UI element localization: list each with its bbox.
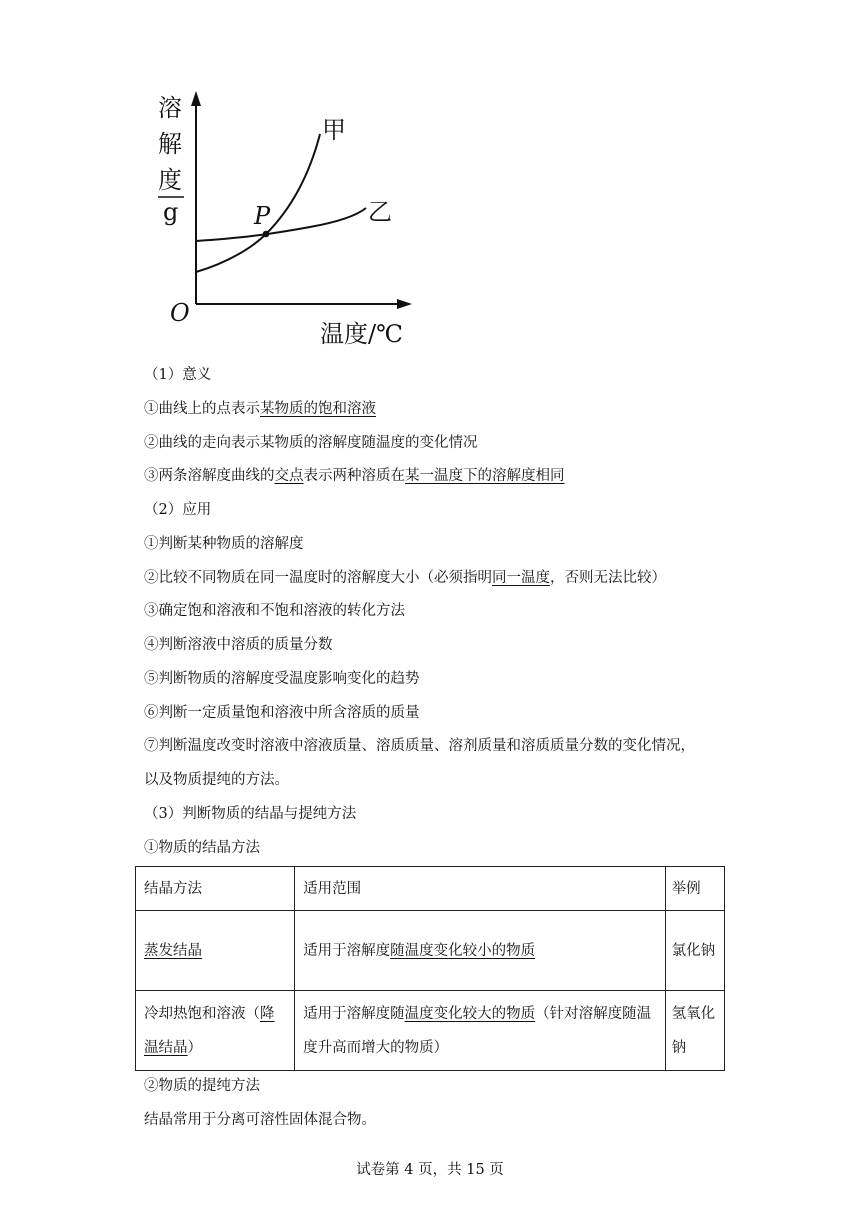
application-item-1: ①判断某种物质的溶解度 <box>144 536 304 552</box>
application-item-3: ③确定饱和溶液和不饱和溶液的转化方法 <box>144 603 405 619</box>
table-header-example: 举例 <box>665 867 724 911</box>
table-row-2-method <box>136 991 295 1071</box>
meaning-item-3-text-c: 表示两种溶质在 <box>303 468 405 484</box>
table-row <box>136 991 725 1071</box>
table-row-2-method-text-c: ） <box>187 1039 202 1056</box>
meaning-item-2: ②曲线的走向表示某物质的溶解度随温度的变化情况 <box>144 435 478 451</box>
crystallization-methods-heading: ①物质的结晶方法 <box>144 840 260 856</box>
table-header-method: 结晶方法 <box>136 867 295 911</box>
purification-note: 结晶常用于分离可溶性固体混合物。 <box>144 1112 376 1128</box>
table-row-1-method <box>136 911 295 991</box>
application-item-7-line-2: 以及物质提纯的方法。 <box>144 772 289 788</box>
table-row <box>136 911 725 991</box>
table-row-2-method-text-a: 冷却热饱和溶液（ <box>144 1005 260 1022</box>
table-row-2-example: 氢氧化钠 <box>665 991 724 1071</box>
meaning-item-3-underlined-d: 某一温度下的溶解度相同 <box>405 468 565 484</box>
meaning-item-3-text-a: ③两条溶解度曲线的 <box>144 468 275 484</box>
application-item-5: ⑤判断物质的溶解度受温度影响变化的趋势 <box>144 671 420 687</box>
purification-methods-heading: ②物质的提纯方法 <box>144 1078 260 1094</box>
meaning-item-1 <box>144 399 376 419</box>
table-row-2-scope-text-c: （针对溶解度随温度升高而增大的物质） <box>303 1005 652 1056</box>
table-row-2-scope <box>295 991 666 1071</box>
meaning-item-3-underlined-b: 交点 <box>274 468 304 484</box>
x-axis-arrow <box>397 299 412 309</box>
y-axis-label-char-1: 溶 <box>158 94 182 122</box>
y-axis-label-char-3: 度 <box>158 166 182 194</box>
table-row-1-example: 氯化钠 <box>665 911 724 991</box>
curve-jia-label: 甲 <box>322 116 346 144</box>
curve-yi-label: 乙 <box>368 198 392 226</box>
y-axis-unit: g <box>163 198 179 226</box>
application-item-2-text-a: ②比较不同物质在同一温度时的溶解度大小（必须指明 <box>144 570 492 586</box>
application-item-6: ⑥判断一定质量饱和溶液中所含溶质的质量 <box>144 705 420 721</box>
table-row-1-scope-underlined: 随温度变化较小的物质 <box>390 942 536 959</box>
crystallization-methods-table <box>135 866 725 1071</box>
section-1-heading: （1）意义 <box>144 367 212 383</box>
table-row-2-method-underlined: 降温结晶 <box>144 1005 275 1056</box>
meaning-item-1-underlined: 某物质的饱和溶液 <box>260 401 376 417</box>
application-item-2-text-c: ，否则无法比较） <box>550 570 666 586</box>
application-item-7-line-1: ⑦判断温度改变时溶液中溶液质量、溶质质量、溶剂质量和溶质质量分数的变化情况， <box>144 738 695 754</box>
table-row-2-scope-underlined: 温度变化较大的物质 <box>404 1005 536 1022</box>
table-row-1-scope-text: 适用于溶解度 <box>303 942 391 959</box>
x-axis-label: 温度/℃ <box>320 320 403 348</box>
y-axis-label-char-2: 解 <box>158 130 182 158</box>
meaning-item-1-text: ①曲线上的点表示 <box>144 401 260 417</box>
section-2-heading: （2）应用 <box>144 502 212 518</box>
solubility-curve-figure <box>150 86 440 356</box>
table-header-row <box>136 867 725 911</box>
application-item-2 <box>144 568 666 588</box>
table-header-scope: 适用范围 <box>295 867 666 911</box>
curve-yi <box>196 208 366 241</box>
page-footer: 试卷第 4 页，共 15 页 <box>356 1162 504 1178</box>
y-axis-arrow <box>191 91 201 106</box>
intersection-point-p <box>263 231 270 238</box>
table-row-1-method-underlined: 蒸发结晶 <box>144 942 202 959</box>
origin-label: O <box>170 299 190 327</box>
table-row-2-scope-text-a: 适用于溶解度随 <box>303 1005 405 1022</box>
table-row-1-scope <box>295 911 666 991</box>
meaning-item-3 <box>144 466 565 486</box>
application-item-2-underlined: 同一温度 <box>492 570 550 586</box>
section-3-heading: （3）判断物质的结晶与提纯方法 <box>144 806 357 822</box>
point-p-label: P <box>254 202 271 230</box>
application-item-4: ④判断溶液中溶质的质量分数 <box>144 637 333 653</box>
